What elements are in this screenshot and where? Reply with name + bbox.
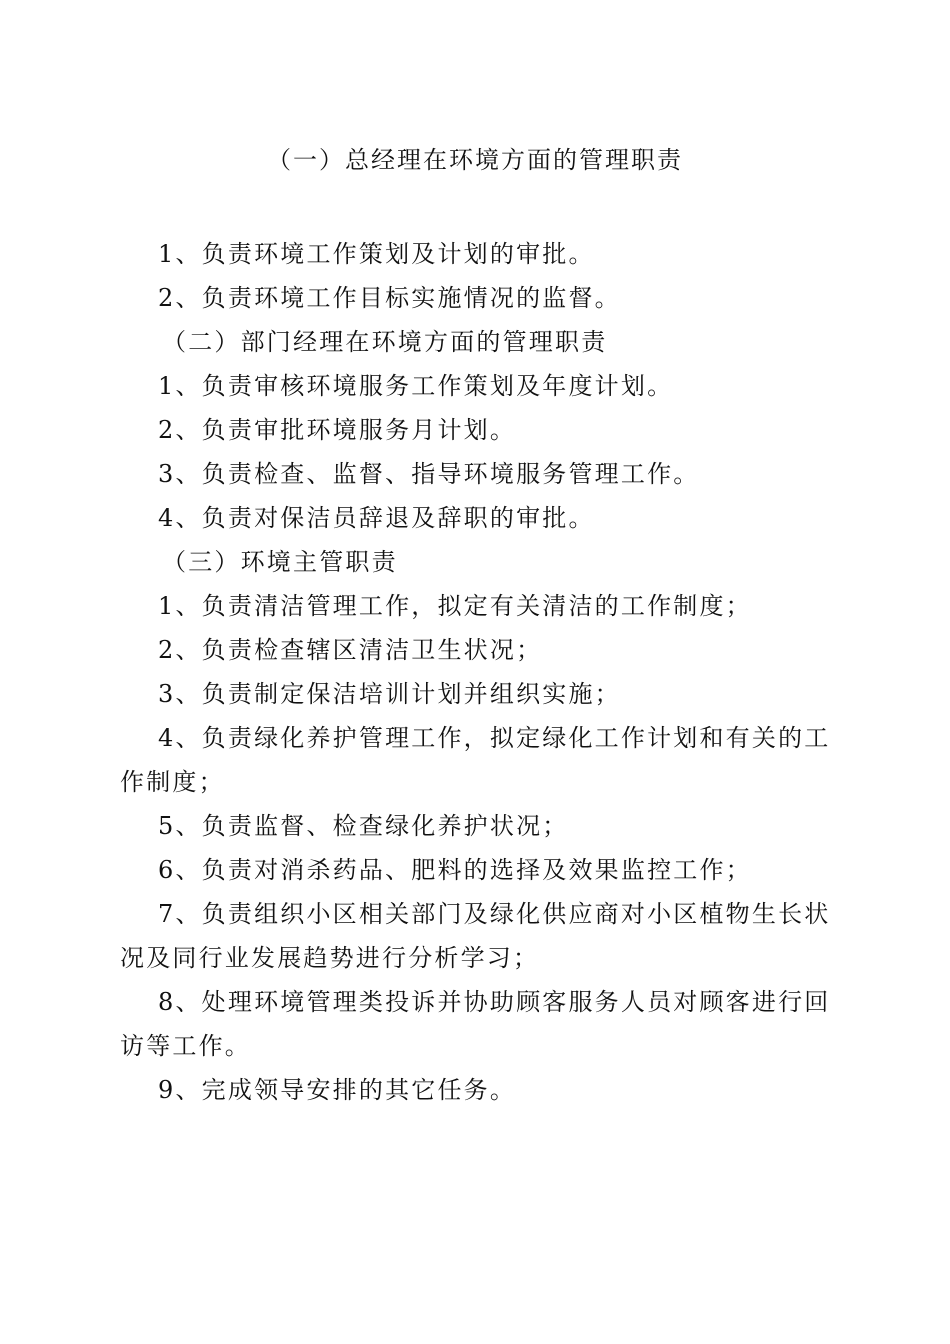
list-item: 6、负责对消杀药品、肥料的选择及效果监控工作； — [158, 856, 752, 884]
list-item: 4、负责对保洁员辞退及辞职的审批。 — [158, 504, 595, 532]
list-item: 9、完成领导安排的其它任务。 — [158, 1076, 517, 1104]
list-item: 2、负责审批环境服务月计划。 — [158, 416, 517, 444]
list-item: 1、负责清洁管理工作，拟定有关清洁的工作制度； — [158, 592, 752, 620]
list-item: 4、负责绿化养护管理工作，拟定绿化工作计划和有关的工作制度； — [120, 724, 831, 796]
list-item: 5、负责监督、检查绿化养护状况； — [158, 812, 569, 840]
list-item: 1、负责审核环境服务工作策划及年度计划。 — [158, 372, 674, 400]
list-item: 1、负责环境工作策划及计划的审批。 — [158, 240, 595, 268]
list-item: 2、负责检查辖区清洁卫生状况； — [158, 636, 543, 664]
list-item: 3、负责制定保洁培训计划并组织实施； — [158, 680, 621, 708]
page-title: （一）总经理在环境方面的管理职责 — [267, 146, 683, 174]
section-heading: （二）部门经理在环境方面的管理职责 — [162, 328, 608, 356]
document-body — [120, 232, 832, 1112]
list-item: 8、处理环境管理类投诉并协助顾客服务人员对顾客进行回访等工作。 — [120, 988, 831, 1060]
list-item: 7、负责组织小区相关部门及绿化供应商对小区植物生长状况及同行业发展趋势进行分析学习； — [120, 900, 831, 972]
section-heading: （三）环境主管职责 — [162, 548, 398, 576]
list-item: 2、负责环境工作目标实施情况的监督。 — [158, 284, 621, 312]
list-item: 3、负责检查、监督、指导环境服务管理工作。 — [158, 460, 700, 488]
